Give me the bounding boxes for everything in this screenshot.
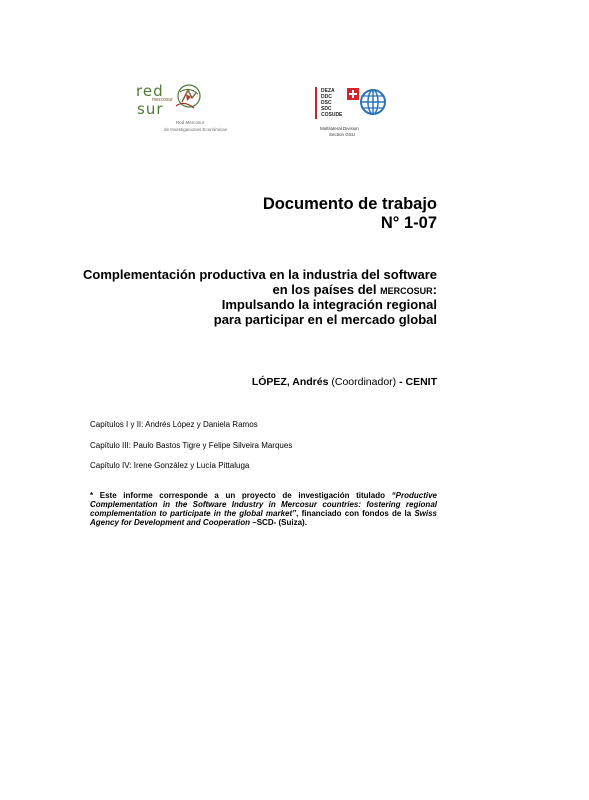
report-title-line-2 [17,283,437,299]
globe-emblem-icon [174,82,202,114]
report-title-line-2-prefix: en los países del [272,281,381,297]
deza-subtitle-2: Section GSU [329,132,356,137]
funding-note-part-2: , financiado con fondos de la [296,509,415,518]
report-title [17,268,437,327]
logo-word-mercosur: mercosur [152,97,173,103]
red-mercosur-subtitle-2: de Investigaciones Económicas [164,127,228,132]
deza-line: DSC [321,100,332,106]
report-title-mercosur: MERCOSUR [380,285,433,296]
author-affiliation: - CENIT [399,376,437,388]
deza-cosude-logo [315,87,390,139]
report-title-line-3: Impulsando la integración regional [221,297,437,312]
report-title-line-4: para participar en el mercado global [213,311,437,327]
funding-note-part-3: –SCD- (Suiza). [250,518,307,527]
chapter-credit: Capítulo IV: Irene González y Lucía Pittaluga [90,461,250,470]
deza-subtitle-1: Multilateral Division [320,126,359,131]
red-mercosur-subtitle-1: Red Mercosur [176,120,205,125]
author-line [252,376,437,388]
globe-icon [359,87,387,117]
author-name: LÓPEZ, Andrés [251,376,329,388]
logo-word-red: red [136,82,164,100]
report-title-line-2-suffix: : [432,281,437,297]
deza-line: DEZA [321,88,335,94]
project-title: “Productive Complementation in the Software Industry in Mercosur countries: fostering regional complementation to participate in the global market” [90,491,437,518]
logo-word-sur: sur [137,100,164,118]
deza-line: COSUDE [321,112,343,118]
funding-note [90,491,437,527]
funding-note-part-1: * Este informe corresponde a un proyecto de investigación titulado [90,491,392,500]
author-role: (Coordinador) [328,376,400,388]
document-number: N° 1-07 [380,214,437,232]
agency-name: Swiss Agency for Development and Cooperation [90,509,438,527]
chapter-credit: Capítulos I y II: Andrés López y Daniela Ramos [90,420,258,429]
report-title-line-1: Complementación productiva en la industria del software [83,267,437,282]
deza-line: DDC [321,94,332,100]
chapter-credit: Capítulo III: Paulo Bastos Tigre y Felipe Silveira Marques [90,441,293,450]
deza-line: SDC [321,106,332,112]
document-type-title: Documento de trabajo [262,195,437,213]
swiss-flag-icon [347,88,359,100]
red-mercosur-logo [136,82,228,138]
